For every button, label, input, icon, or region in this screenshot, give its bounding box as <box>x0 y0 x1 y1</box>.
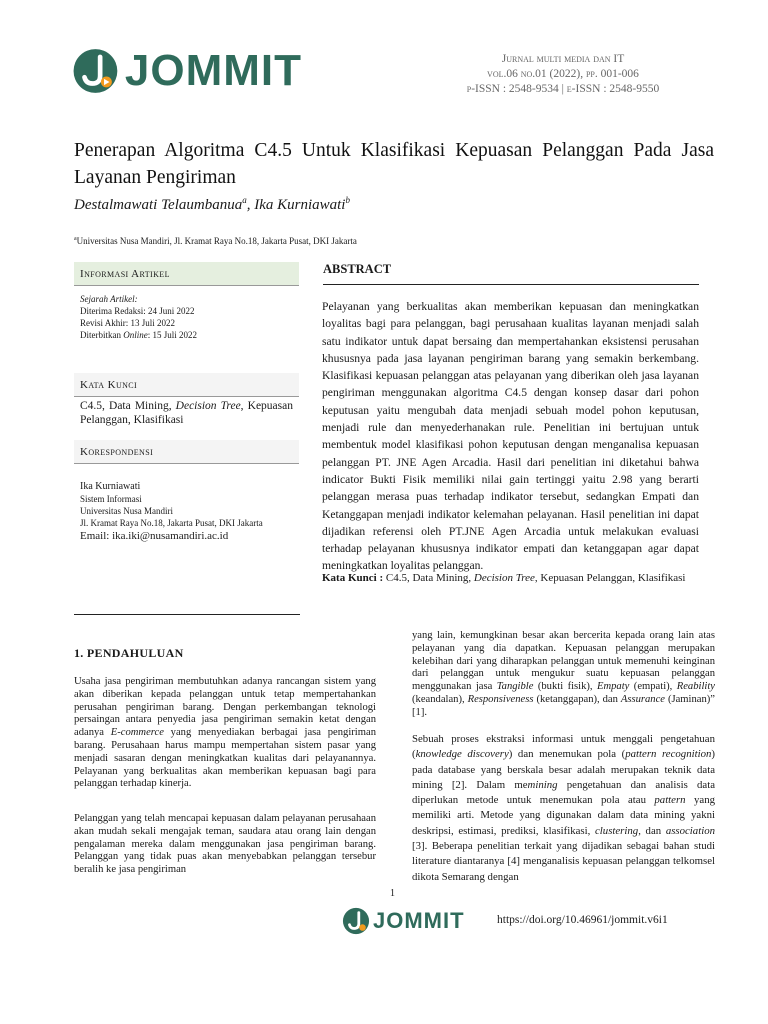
paragraph-italic: knowledge discovery <box>415 748 509 761</box>
published-suffix: : 15 Juli 2022 <box>147 330 198 340</box>
received-date: Diterima Redaksi: 24 Juni 2022 <box>80 306 195 316</box>
paragraph-italic: association <box>665 824 715 837</box>
correspondence-details <box>80 481 300 543</box>
keywords-italic: Decision Tree <box>175 400 241 412</box>
paragraph-italic: clustering <box>595 824 639 837</box>
abstract-keywords-label: Kata Kunci : <box>322 572 384 584</box>
journal-name: Jurnal multi media dan IT <box>501 53 625 65</box>
paragraph-text: Sebuah proses ekstraksi informasi untuk menggali pengetahuan ( <box>412 733 715 761</box>
affiliation-marker: a <box>74 236 77 242</box>
published-prefix: Diterbitkan <box>80 330 124 340</box>
abstract-keywords <box>322 572 712 584</box>
section-heading: 1. PENDAHULUAN <box>74 646 184 660</box>
footer-logo-text: JOMMIT <box>373 908 465 933</box>
keywords-header: Kata Kunci <box>74 373 299 397</box>
author-2: Ika Kurniawati <box>254 197 346 213</box>
paragraph-text: Usaha jasa pengiriman membutuhkan adanya rancangan sistem yang akan diberikan kepada pelanggan untuk tetap mempertahankan perusahan pengiriman barang. Dengan perkembangan teknologi persaingan antara penyedia jasa pengiriman semakin ketat dengan adanya <box>74 676 376 739</box>
corr-dept: Sistem Informasi <box>80 494 142 504</box>
abstract-divider <box>323 284 699 285</box>
affiliation-text: Universitas Nusa Mandiri, Jl. Kramat Raya No.18, Jakarta Pusat, DKI Jakarta <box>76 236 357 246</box>
abstract-heading: ABSTRACT <box>323 262 392 276</box>
abstract-keywords-part: C4.5, Data Mining, <box>383 572 474 584</box>
paragraph-text: pengetahuan dan analisis data diperlukan metode untuk menemukan pola atau <box>412 778 715 807</box>
paragraph-text: (empati), <box>629 681 677 693</box>
paragraph-italic: Reability <box>676 681 715 693</box>
paragraph-text: (keandalan), <box>412 693 468 705</box>
paragraph-italic: E-commerce <box>110 727 164 739</box>
paragraph-text: (ketanggapan), dan <box>533 693 621 705</box>
paragraph-text: (Jaminan)” [1]. <box>412 693 716 718</box>
logo-text: JOMMIT <box>124 46 302 95</box>
jommit-logo-icon <box>72 41 119 101</box>
abstract-keywords-italic: Decision Tree <box>473 572 535 584</box>
paragraph-italic: Responsiveness <box>467 693 534 705</box>
journal-issn: p-ISSN : 2548-9534 | e-ISSN : 2548-9550 <box>466 83 660 95</box>
journal-volume: vol.06 no.01 (2022), pp. 001-006 <box>487 68 639 80</box>
body-paragraph-1 <box>74 676 376 791</box>
paragraph-text: yang menyediakan berbagai jasa pengiriman barang. Perusahaan harus mampu mempertahan sistem pasar yang menjadi sasaran dengan meningkatkan kualitas dari pelayanannya. Pelayanan yang berkualitas akan memberikan kepuasan bagi para pelanggan terhadap kinerja. <box>74 727 376 790</box>
paragraph-italic: Assurance <box>620 693 665 705</box>
keywords-part: , Kepuasan Pelanggan, Klasifikasi <box>80 400 293 426</box>
body-paragraph-2: Pelanggan yang telah mencapai kepuasan dalam pelayanan perusahaan akan mudah sekali mengajak teman, saudara atau orang lain dengan pengalaman mereka dalam menggunakan jasa pengiriman barang. Pelanggan yang tidak puas akan menyebabkan pelanggan tersebur beralih ke jasa pengiriman <box>74 813 376 876</box>
body-paragraph-3 <box>412 630 715 720</box>
paragraph-text: ) dan menemukan pola ( <box>508 748 626 761</box>
abstract-keywords-part: , Kepuasan Pelanggan, Klasifikasi <box>534 572 686 584</box>
body-paragraph-4 <box>412 732 715 885</box>
keywords-list <box>80 399 293 427</box>
paragraph-italic: Tangible <box>496 681 534 693</box>
journal-logo <box>72 40 302 102</box>
footer-logo <box>342 907 465 935</box>
revised-date: Revisi Akhir: 13 Juli 2022 <box>80 318 176 328</box>
article-info-header: Informasi Artikel <box>74 262 299 286</box>
keywords-part: C4.5, Data Mining, <box>80 400 176 412</box>
corr-address: Jl. Kramat Raya No.18, Jakarta Pusat, DKI Jakarta <box>80 518 263 528</box>
jommit-logo-icon <box>342 907 370 935</box>
journal-info <box>448 52 678 97</box>
article-history <box>80 293 295 341</box>
paper-title: Penerapan Algoritma C4.5 Untuk Klasifikasi Kepuasan Pelanggan Pada Jasa Layanan Pengiriman <box>74 140 714 188</box>
paragraph-text: yang lain, kemungkinan besar akan bercerita kepada orang lain atas pelayanan yang dia dapatkan. Kepuasan pelanggan merupakan kelebihan dari yang diharapkan pelanggan untuk memenuhi keinginan dari pelanggan untuk mengukur suatu kepuasan pelanggan menggunakan jasa <box>412 630 715 693</box>
published-online: Online <box>123 330 148 340</box>
correspondence-header: Korespondensi <box>74 440 299 464</box>
affiliation <box>74 236 357 246</box>
paragraph-italic: mining <box>527 778 558 791</box>
abstract-text: Pelayanan yang berkualitas akan memberikan kepuasan dan meningkatkan loyalitas bagi para pelanggan, bagi perusahaan kualitas layanan menjadi salah satu indikator untuk dapat bersaing dan mempertahankan eksistensi perusahan khususnya pada jasa layanan pengiriman barang yang semakin berkembang. Klasifikasi kepuasan pelanggan atas pelayanan yang diberikan oleh jasa layanan pengiriman menggunakan algoritma C4.5 dengan konsep dasar dari pohon keputusan yaitu mengubah data menjadi sebuah model pohon keputusan, menjadi rule dan menyederhanakan rule. Penelitian ini bertujuan untuk membentuk model klasifikasi pohon keputusan dengan menganalisa kepuasan pelanggan PT. JNE Agen Arcadia. Hasil dari penelitian ini diketahui bahwa indicator Bukti Fisik memiliki nilai gain tertinggi yaitu 2.98 yang berarti pelanggan merasa puas terhadap indikator tersebut, sedangkan Empati dan Ketanggapan menjadi indikator kelemahan pelayanan. Hasil penelitian ini dapat dijadikan referensi oleh PT.JNE Agen Arcadia untuk melakukan evaluasi terhadap pelayanan khususnya indikator empati dan ketanggapan agar dapat meningkatkan loyalitas pelanggan. <box>322 300 699 573</box>
paragraph-text: , dan <box>638 824 666 837</box>
corr-univ: Universitas Nusa Mandiri <box>80 506 173 516</box>
author-1-affil: a <box>242 195 247 205</box>
corr-email: Email: ika.iki@nusamandiri.ac.id <box>80 530 229 542</box>
doi-link[interactable]: https://doi.org/10.46961/jommit.v6i1 <box>497 914 668 926</box>
info-column-divider <box>74 614 300 615</box>
author-2-affil: b <box>345 195 350 205</box>
paragraph-text: yang memiliki arti. Metode yang digunakan dalam data mining yakni deskripsi, estimasi, prediksi, klasifikasi, <box>412 794 715 837</box>
paragraph-italic: Empaty <box>597 681 630 693</box>
published-date <box>80 329 295 341</box>
author-separator: , <box>246 197 255 213</box>
history-label: Sejarah Artikel: <box>80 294 138 304</box>
author-list <box>74 195 350 214</box>
corr-name: Ika Kurniawati <box>80 481 141 492</box>
paragraph-italic: pattern <box>654 794 686 807</box>
paragraph-italic: pattern recognition <box>625 748 712 761</box>
author-1: Destalmawati Telaumbanua <box>74 197 243 213</box>
paragraph-text: (bukti fisik), <box>533 681 597 693</box>
paragraph-text: ) pada database yang berskala besar adalah merupakan teknik data mining [2]. Dalam me <box>412 748 715 791</box>
page-number: 1 <box>390 888 395 899</box>
paragraph-text: [3]. Beberapa penelitian terkait yang dijadikan sebagai bahan studi literature diantaranya [4] menganalisis kepuasan pelanggan telkomsel dikota Semarang dengan <box>412 840 715 883</box>
